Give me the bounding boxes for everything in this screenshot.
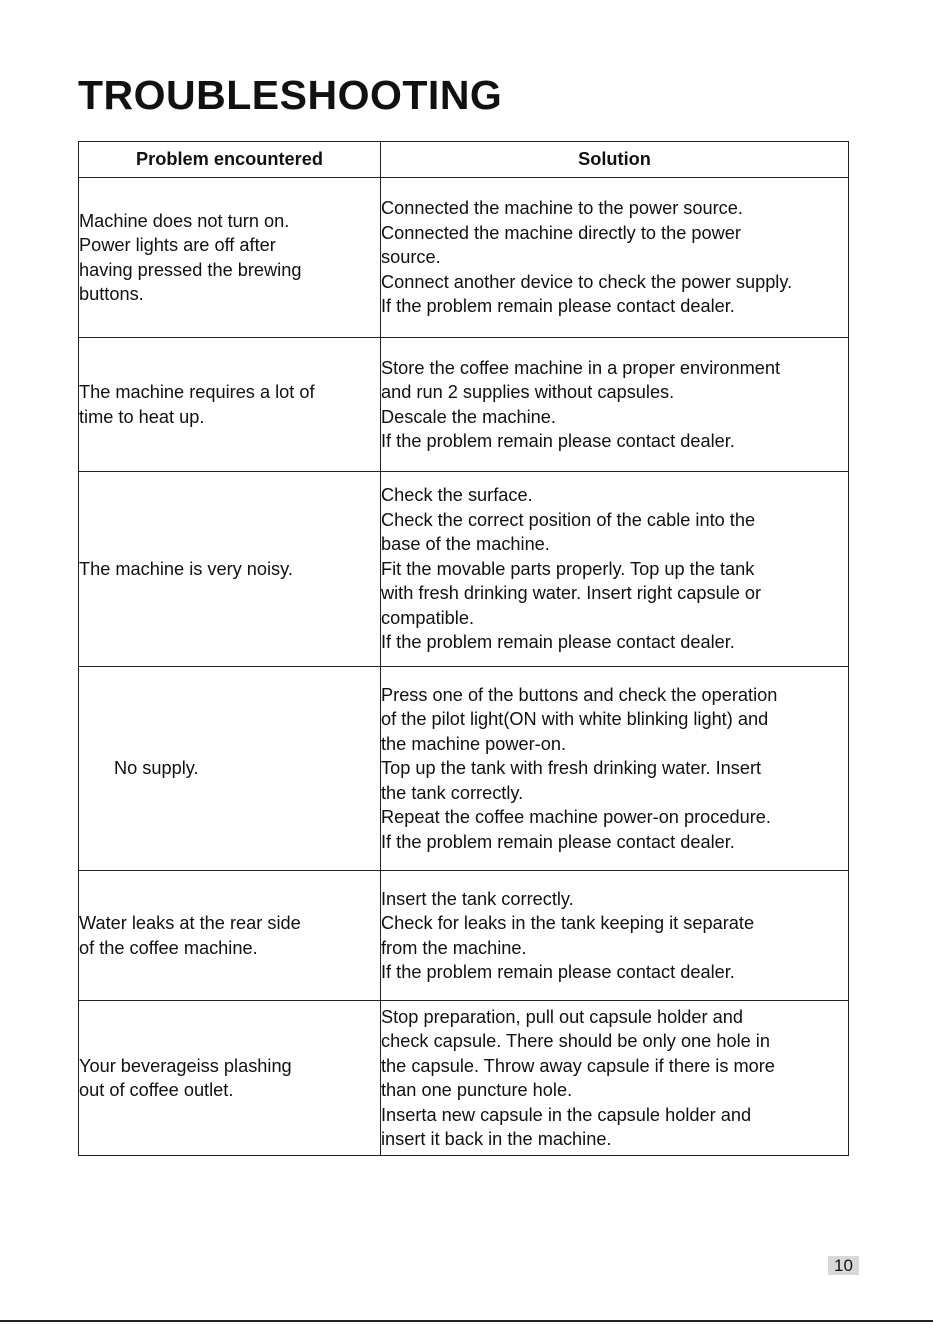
- problem-cell: [79, 338, 381, 472]
- solution-line: Stop preparation, pull out capsule holder and: [381, 1006, 743, 1027]
- solution-line: Fit the movable parts properly. Top up the tank: [381, 558, 755, 579]
- solution-line: Inserta new capsule in the capsule holder and: [381, 1104, 752, 1125]
- table-row: [79, 472, 849, 667]
- troubleshooting-table: [78, 141, 849, 1156]
- solution-line: than one puncture hole.: [381, 1080, 573, 1100]
- solution-line: If the problem remain please contact dealer.: [381, 962, 735, 982]
- solution-line: base of the machine.: [381, 534, 550, 555]
- solution-line: Connected the machine directly to the power: [381, 222, 741, 243]
- solution-line: with fresh drinking water. Insert right capsule or: [381, 583, 762, 604]
- problem-line: No supply.: [114, 758, 199, 779]
- problem-line: buttons.: [79, 284, 144, 304]
- solution-line: Top up the tank with fresh drinking water. Insert: [381, 758, 762, 779]
- solution-cell: [381, 1001, 849, 1156]
- table-row: [79, 1001, 849, 1156]
- solution-line: Check for leaks in the tank keeping it separate: [381, 913, 755, 933]
- problem-line: Water leaks at the rear side: [79, 913, 301, 933]
- solution-column-header: Solution: [381, 142, 849, 178]
- table-row: [79, 871, 849, 1001]
- solution-line: the capsule. Throw away capsule if there is more: [381, 1055, 775, 1076]
- solution-cell: [381, 472, 849, 667]
- problem-line: time to heat up.: [79, 406, 205, 427]
- solution-line: Connected the machine to the power source.: [381, 198, 743, 219]
- solution-cell: [381, 667, 849, 871]
- problem-cell: [79, 178, 381, 338]
- page-number: 10: [828, 1256, 859, 1275]
- solution-line: Repeat the coffee machine power-on procedure.: [381, 807, 771, 828]
- problem-cell: [79, 667, 381, 871]
- solution-line: If the problem remain please contact dealer.: [381, 296, 735, 317]
- solution-line: from the machine.: [381, 937, 527, 958]
- problem-line: out of coffee outlet.: [79, 1080, 234, 1100]
- problem-line: Your beverageiss plashing: [79, 1055, 292, 1076]
- solution-line: insert it back in the machine.: [381, 1129, 612, 1149]
- solution-line: source.: [381, 247, 441, 268]
- table-row: [79, 667, 849, 871]
- problem-cell: [79, 472, 381, 667]
- solution-line: Check the surface.: [381, 485, 533, 506]
- problem-cell: [79, 871, 381, 1001]
- table-row: [79, 338, 849, 472]
- solution-line: Store the coffee machine in a proper environment: [381, 357, 781, 378]
- solution-line: the tank correctly.: [381, 782, 524, 803]
- solution-cell: [381, 871, 849, 1001]
- solution-cell: [381, 178, 849, 338]
- problem-line: The machine is very noisy.: [79, 558, 293, 579]
- problem-line: of the coffee machine.: [79, 937, 258, 958]
- page-title: TROUBLESHOOTING: [78, 72, 503, 118]
- solution-line: check capsule. There should be only one hole in: [381, 1031, 770, 1051]
- solution-line: Connect another device to check the power supply.: [381, 271, 793, 292]
- bottom-divider: [0, 1320, 933, 1322]
- solution-line: the machine power-on.: [381, 733, 567, 754]
- solution-line: of the pilot light(ON with white blinking light) and: [381, 709, 769, 730]
- problem-line: having pressed the brewing: [79, 259, 302, 280]
- solution-line: compatible.: [381, 607, 475, 628]
- table-row: [79, 178, 849, 338]
- problem-column-header: Problem encountered: [79, 142, 381, 178]
- table-header-row: [79, 142, 849, 178]
- solution-line: and run 2 supplies without capsules.: [381, 382, 675, 402]
- solution-line: Check the correct position of the cable into the: [381, 509, 756, 530]
- problem-line: Power lights are off after: [79, 235, 276, 255]
- solution-line: If the problem remain please contact dealer.: [381, 831, 735, 852]
- solution-line: Insert the tank correctly.: [381, 888, 574, 909]
- solution-line: If the problem remain please contact dealer.: [381, 431, 735, 451]
- solution-line: Press one of the buttons and check the operation: [381, 684, 778, 705]
- problem-line: The machine requires a lot of: [79, 382, 315, 402]
- problem-cell: [79, 1001, 381, 1156]
- solution-cell: [381, 338, 849, 472]
- solution-line: Descale the machine.: [381, 406, 556, 427]
- solution-line: If the problem remain please contact dealer.: [381, 632, 735, 653]
- problem-line: Machine does not turn on.: [79, 210, 290, 231]
